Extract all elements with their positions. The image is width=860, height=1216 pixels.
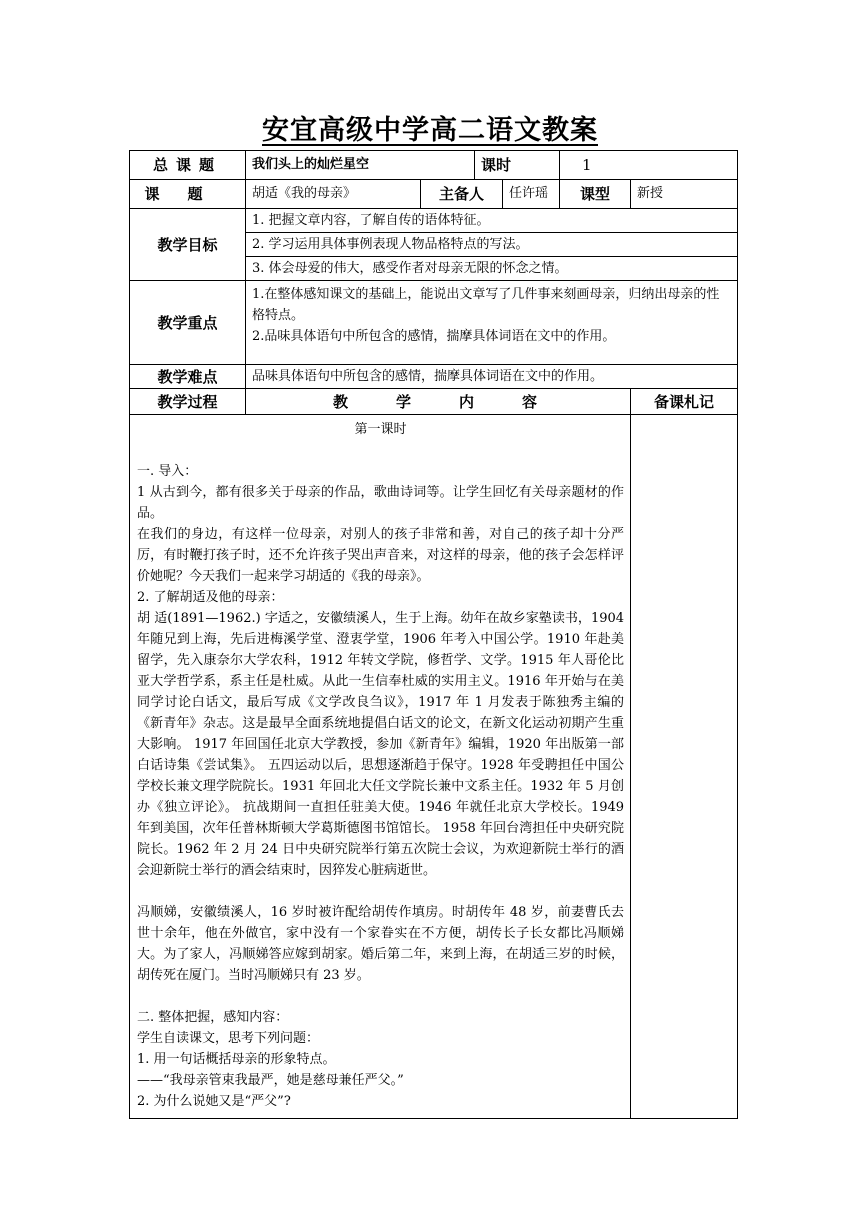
bio-heading: 2. 了解胡适及他的母亲： [137,590,284,605]
question-1-answer: ——“我母亲管束我最严，她是慈母兼任严父。” [137,1073,404,1088]
difficulty-value: 品味具体语句中所包含的感情，揣摩具体词语在文中的作用。 [246,365,738,389]
general-topic-row [130,151,738,180]
overall-paragraph: 学生自读课文，思考下列问题： [137,1031,320,1046]
hours-label: 课时 [475,151,560,180]
type-value: 新授 [631,180,738,209]
notes-column [631,415,738,1119]
difficulty-row [130,365,738,389]
lesson-label: 课题 [130,180,246,209]
goal-item: 3. 体会母爱的伟大，感受作者对母亲无限的怀念之情。 [252,261,568,276]
question-1: 1. 用一句话概括母亲的形象特点。 [137,1052,336,1067]
goals-list [246,209,738,281]
bio-paragraph: 胡 适(1891—1962.) 字适之，安徽绩溪人，生于上海。幼年在故乡家塾读书，1904 年随兄到上海，先后进梅溪学堂、澄衷学堂，1906 年考入中国公学。1910 年赴美留学，先入康奈尔大学农科，1912 年转文学院，修哲学、文学。1915 年人哥伦比亚大学哲学系，系主任是杜威。从此一生信奉杜威的实用主义。1916 年开始与在美同学讨论白话文，最后写成《文学改良刍议》，1917 年 1 月发表于陈独秀主编的《新青年》杂志。这是最早全面系统地提倡白话文的论文，在新文化运动初期产生重大影响。 1917 年回国任北京大学教授，参加《新青年》编辑，1920 年出版第一部白话诗集《尝试集》。 五四运动以后，思想逐渐趋于保守。1928 年受聘担任中国公学校长兼文理学院院长。1931 年回北大任文学院长兼中文系主任。1932 年 5 月创办《独立评论》。 抗战期间一直担任驻美大使。1946 年就任北京大学校长。1949 年到美国，次年任普林斯顿大学葛斯德图书馆馆长。 1958 年回台湾担任中央研究院院长。1962 年 2 月 24 日中央研究院举行第五次院士会议，为欢迎新院士举行的酒会迎新院士举行的酒会结束时，因猝发心脏病逝世。 [137,611,625,878]
intro-heading: 一. 导入： [137,464,198,479]
goals-label: 教学目标 [130,209,246,281]
key-point-item: 2.品味具体语句中所包含的感情，揣摩具体词语在文中的作用。 [252,329,616,344]
question-2: 2. 为什么说她又是“严父”? [137,1094,291,1109]
preparer-label: 主备人 [421,180,503,209]
key-points-label: 教学重点 [130,281,246,365]
notes-label: 备课札记 [631,389,738,415]
general-topic-label: 总课题 [130,151,246,180]
preparer-value: 任许瑶 [503,180,560,209]
intro-paragraph-1: 1 从古到今，都有很多关于母亲的作品，歌曲诗词等。让学生回忆有关母亲题材的作品。 [137,485,625,521]
type-label: 课型 [560,180,631,209]
general-topic-value: 我们头上的灿烂星空 [246,151,475,180]
hours-value: 1 [560,151,738,180]
overall-heading: 二. 整体把握，感知内容： [137,1010,289,1025]
goals-row [130,209,738,281]
goal-item: 2. 学习运用具体事例表现人物品格特点的写法。 [246,233,737,257]
goal-item: 1. 把握文章内容，了解自传的语体特征。 [246,209,737,233]
key-points-row [130,281,738,365]
lesson-value: 胡适《我的母亲》 [246,180,421,209]
mother-paragraph: 冯顺娣，安徽绩溪人，16 岁时被许配给胡传作填房。时胡传年 48 岁，前妻曹氏去世十余年，他在外做官，家中没有一个家眷实在不方便，胡传长子长女都比冯顺娣大。为了家人，冯顺娣答应嫁到胡家。婚后第二年，来到上海，在胡适三岁的时候，胡传死在厦门。当时冯顺娣只有 23 岁。 [137,905,625,983]
key-points-text [246,281,738,365]
lesson-content [130,415,631,1119]
process-label: 教学过程 [130,389,246,415]
process-header-row [130,389,738,415]
intro-paragraph-2: 在我们的身边，有这样一位母亲，对别人的孩子非常和善，对自己的孩子却十分严厉，有时鞭打孩子时，还不允许孩子哭出声音来，对这样的母亲，他的孩子会怎样评价她呢？今天我们一起来学习胡适的《我的母亲》。 [137,527,625,584]
lesson-row [130,180,738,209]
content-label: 教学内容 [246,389,631,415]
key-point-item: 1.在整体感知课文的基础上，能说出文章写了几件事来刻画母亲，归纳出母亲的性格特点。 [252,287,720,323]
lesson-plan-table [129,150,738,1119]
document-title: 安宜高级中学高二语文教案 [262,115,598,146]
content-row [130,415,738,1119]
session-title: 第一课时 [354,422,407,437]
difficulty-label: 教学难点 [130,365,246,389]
